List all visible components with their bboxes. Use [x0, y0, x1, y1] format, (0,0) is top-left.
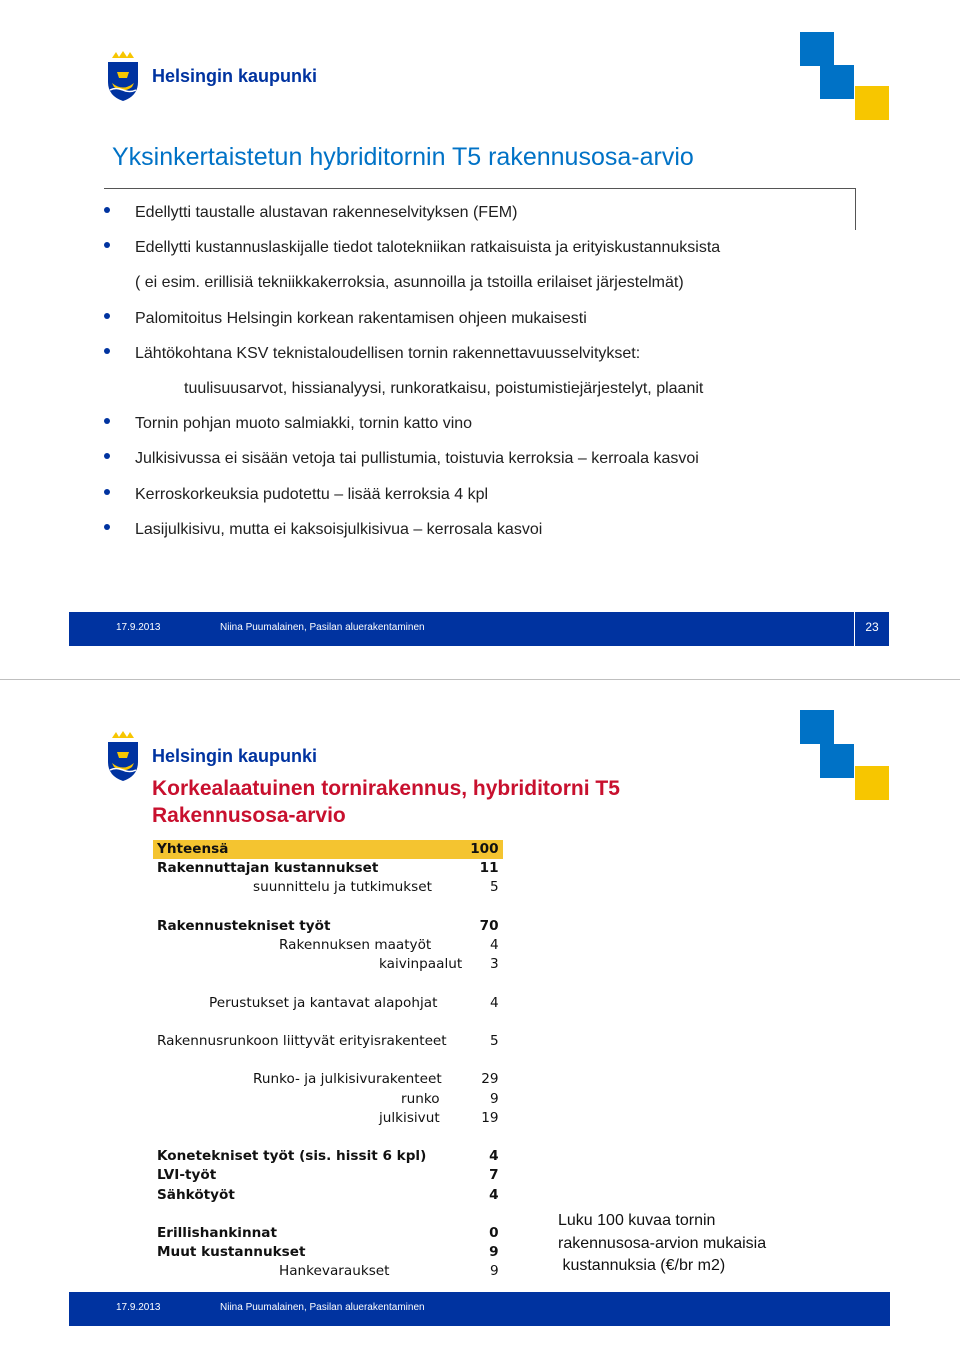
list-item: Lähtökohtana KSV teknistaloudellisen tornin rakennettavuusselvitykset: [104, 340, 844, 375]
deco-square [820, 744, 854, 778]
cost-item-label: kaivinpaalut [379, 956, 463, 973]
cost-item-value [466, 1205, 502, 1224]
cost-item-label: Runko- ja julkisivurakenteet [253, 1071, 442, 1088]
cost-item-label: suunnittelu ja tutkimukset [253, 879, 432, 896]
bullet-icon [104, 207, 110, 213]
cost-item-value: 100 [466, 840, 502, 859]
slide-title [152, 775, 620, 829]
cost-item-label: julkisivut [379, 1109, 440, 1126]
list-item: ( ei esim. erillisiä tekniikkakerroksia, asunnoilla ja tstoilla erilaiset järjestelmät) [135, 274, 684, 292]
cost-item-label [153, 1051, 466, 1070]
table-row [153, 1224, 503, 1243]
cost-item-value: 70 [479, 917, 499, 934]
cost-table [153, 840, 503, 1320]
cost-item-value [466, 1051, 502, 1070]
table-row [153, 859, 503, 878]
list-item: Kerroskorkeuksia pudotettu – lisää kerroksia 4 kpl [104, 481, 844, 516]
slide-title-line2: Rakennusosa-arvio [152, 804, 346, 827]
table-caption [558, 1210, 766, 1278]
table-row [153, 1109, 503, 1128]
table-row [153, 878, 503, 897]
slide-footer [69, 612, 890, 646]
bullet-icon [104, 418, 110, 424]
title-rule [104, 188, 856, 189]
bullet-list [104, 199, 844, 551]
page-number: 23 [854, 611, 890, 647]
cost-item-value: 4 [489, 994, 499, 1011]
deco-square [800, 32, 834, 66]
list-item: Palomitoitus Helsingin korkean rakentamisen ohjeen mukaisesti [104, 305, 844, 340]
cost-item-label: runko [401, 1090, 440, 1107]
list-item: Julkisivussa ei sisään vetoja tai pullistumia, toistuvia kerroksia – kerroala kasvoi [104, 445, 844, 480]
cost-item-value: 4 [489, 937, 499, 953]
slide-title: Yksinkertaistetun hybriditornin T5 rakennusosa-arvio [112, 143, 694, 171]
cost-item-label: Hankevaraukset [279, 1263, 390, 1280]
list-item: tuulisuusarvot, hissianalyysi, runkoratkaisu, poistumistiejärjestelyt, plaanit [184, 379, 704, 397]
cost-item-value: 11 [479, 860, 499, 877]
table-row [153, 1090, 503, 1109]
footer-author: Niina Puumalainen, Pasilan aluerakentaminen [220, 1302, 425, 1313]
table-row [153, 1166, 503, 1185]
bullet-icon [104, 313, 110, 319]
cost-item-value: 4 [489, 1186, 499, 1203]
cost-item-value: 4 [489, 1148, 499, 1165]
cost-item-value [466, 1013, 502, 1032]
table-row [153, 974, 503, 993]
table-row [153, 955, 503, 974]
bullet-icon [104, 489, 110, 495]
cost-item-label: Konetekniset työt (sis. hissit 6 kpl) [157, 1148, 427, 1165]
cost-item-label: LVI-työt [157, 1167, 217, 1184]
table-row [153, 1186, 503, 1205]
deco-square [820, 65, 854, 99]
cost-item-value: 0 [489, 1224, 499, 1241]
table-row [153, 936, 503, 955]
cost-item-label: Rakennuksen maatyöt [279, 937, 432, 953]
table-row [153, 1070, 503, 1089]
title-rule-vertical [855, 188, 856, 230]
list-item: Edellytti taustalle alustavan rakenneselvityksen (FEM) [104, 199, 844, 234]
slide-footer [69, 1292, 890, 1326]
cost-item-label: Sähkötyöt [157, 1186, 235, 1203]
list-item: Tornin pohjan muoto salmiakki, tornin katto vino [104, 410, 844, 445]
table-row [153, 1051, 503, 1070]
bullet-icon [104, 524, 110, 530]
table-row [153, 840, 503, 859]
deco-square [855, 766, 889, 800]
cost-item-value: 19 [481, 1109, 499, 1126]
table-row [153, 1128, 503, 1147]
footer-author: Niina Puumalainen, Pasilan aluerakentaminen [220, 622, 425, 633]
table-row [153, 994, 503, 1013]
cost-table-body [153, 840, 503, 1320]
cost-item-value: 7 [489, 1167, 499, 1184]
table-row [153, 1262, 503, 1281]
deco-square [800, 710, 834, 744]
city-name: Helsingin kaupunki [152, 65, 318, 86]
slide-title-line1: Korkealaatuinen tornirakennus, hybriditorni T5 [152, 777, 620, 800]
cost-item-value [466, 1128, 502, 1147]
table-row [153, 917, 503, 936]
cost-item-label: Rakennuttajan kustannukset [157, 860, 379, 877]
table-row [153, 1147, 503, 1166]
cost-item-label: Rakennusrunkoon liittyvät erityisrakenteet [157, 1032, 447, 1049]
cost-item-value: 9 [489, 1244, 499, 1261]
city-name: Helsingin kaupunki [152, 745, 318, 766]
list-item: Lasijulkisivu, mutta ei kaksoisjulkisivua – kerrosala kasvoi [104, 516, 844, 551]
list-item: Edellytti kustannuslaskijalle tiedot talotekniikan ratkaisuista ja erityiskustannuksista [104, 234, 844, 269]
caption-line: kustannuksia (€/br m2) [558, 1257, 726, 1274]
cost-item-label [153, 1013, 466, 1032]
table-row [153, 1032, 503, 1051]
helsinki-crest-icon [104, 50, 142, 102]
bullet-icon [104, 348, 110, 354]
cost-item-label [153, 1128, 466, 1147]
table-row [153, 1205, 503, 1224]
cost-item-label: Erillishankinnat [157, 1224, 277, 1241]
footer-date: 17.9.2013 [116, 1302, 161, 1313]
table-row [153, 898, 503, 917]
cost-item-label [153, 974, 466, 993]
caption-line: rakennusosa-arvion mukaisia [558, 1234, 767, 1252]
table-row [153, 1243, 503, 1262]
bullet-icon [104, 242, 110, 248]
slide-2 [0, 680, 960, 1358]
cost-item-label: Muut kustannukset [157, 1244, 306, 1261]
bullet-icon [104, 453, 110, 459]
caption-line: Luku 100 kuvaa tornin [558, 1212, 716, 1229]
footer-date: 17.9.2013 [116, 622, 161, 633]
cost-item-value [466, 898, 502, 917]
cost-item-label: Yhteensä [153, 840, 466, 859]
helsinki-crest-icon [104, 730, 142, 782]
cost-item-value: 9 [489, 1090, 499, 1107]
cost-item-label: Perustukset ja kantavat alapohjat [209, 994, 438, 1011]
cost-item-label [153, 1205, 466, 1224]
cost-item-value: 29 [481, 1071, 499, 1088]
cost-item-value: 5 [489, 879, 499, 896]
cost-item-value: 5 [489, 1032, 499, 1049]
table-row [153, 1013, 503, 1032]
cost-item-value [466, 974, 502, 993]
cost-item-value: 3 [489, 956, 499, 973]
cost-item-value: 9 [489, 1263, 499, 1280]
cost-item-label [153, 898, 466, 917]
city-logo [104, 50, 317, 102]
cost-item-label: Rakennustekniset työt [157, 917, 331, 934]
deco-square [855, 86, 889, 120]
